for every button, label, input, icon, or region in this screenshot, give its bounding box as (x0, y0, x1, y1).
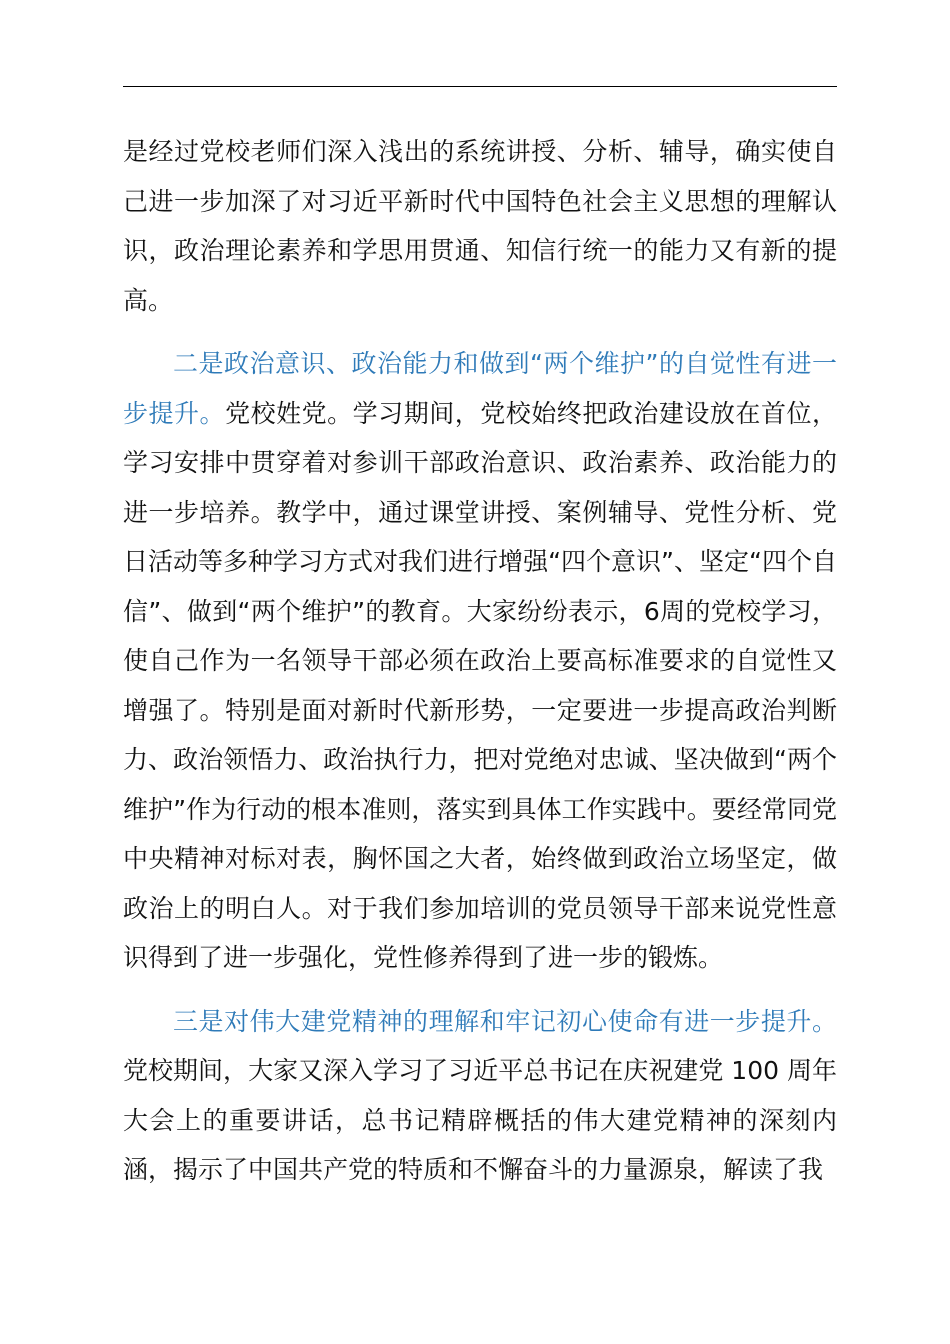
paragraph-3 (123, 997, 837, 1195)
document-body (123, 127, 837, 1195)
paragraph-2-heading: 二是政治意识、政治能力和做到“两个维护”的自觉性有进一步提升。 (123, 349, 837, 428)
paragraph-1 (123, 127, 837, 325)
paragraph-3-heading: 三是对伟大建党精神的理解和牢记初心使命有进一步提升。 (173, 1006, 837, 1036)
paragraph-2-text: 党校姓党。学习期间，党校始终把政治建设放在首位，学习安排中贯穿着对参训干部政治意识、政治素养、政治能力的进一步培养。教学中，通过课堂讲授、案例辅导、党性分析、党日活动等多种学习方式对我们进行增强“四个意识”、坚定“四个自信”、做到“两个维护”的教育。大家纷纷表示，6周的党校学习，使自己作为一名领导干部必须在政治上要高标准要求的自觉性又增强了。特别是面对新时代新形势，一定要进一步提高政治判断力、政治领悟力、政治执行力，把对党绝对忠诚、坚决做到“两个维护”作为行动的根本准则，落实到具体工作实践中。要经常同党中央精神对标对表，胸怀国之大者，始终做到政治立场坚定，做政治上的明白人。对于我们参加培训的党员领导干部来说党性意识得到了进一步强化，党性修养得到了进一步的锻炼。 (123, 398, 837, 972)
paragraph-3-text: 党校期间，大家又深入学习了习近平总书记在庆祝建党 100 周年大会上的重要讲话，总书记精辟概括的伟大建党精神的深刻内涵，揭示了中国共产党的特质和不懈奋斗的力量源泉，解读了我 (123, 1056, 837, 1184)
paragraph-2 (123, 339, 837, 983)
paragraph-1-text: 是经过党校老师们深入浅出的系统讲授、分析、辅导，确实使自己进一步加深了对习近平新时代中国特色社会主义思想的理解认识，政治理论素养和学思用贯通、知信行统一的能力又有新的提高。 (123, 137, 837, 315)
header-rule (123, 86, 837, 87)
